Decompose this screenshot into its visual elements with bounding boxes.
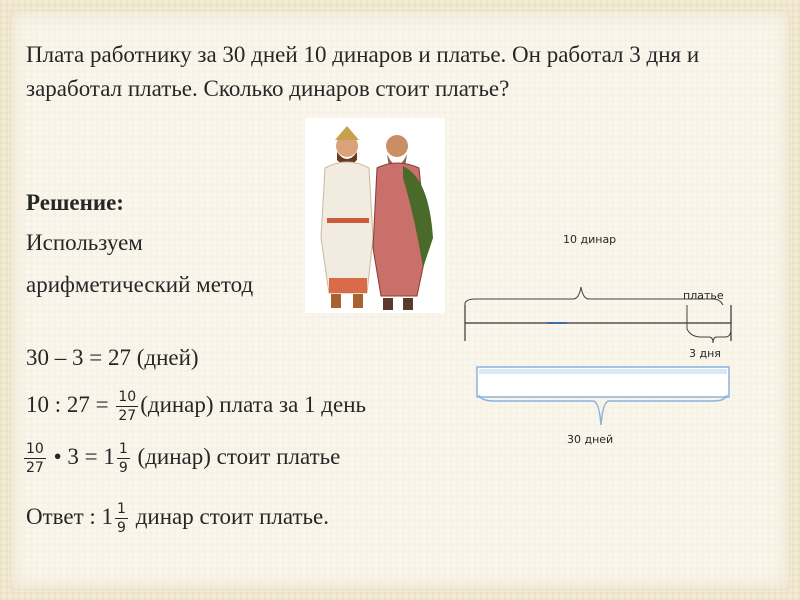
step2-prefix: 10 : 27 = <box>26 391 115 417</box>
brace-3-days <box>687 305 731 343</box>
fraction-10-27: $\frac{10}{27}$ <box>26 441 44 476</box>
step2-suffix: (динар) плата за 1 день <box>140 391 366 417</box>
method-line-1: Используем <box>26 230 143 255</box>
step3-mid: • 3 = 1 <box>47 443 115 469</box>
answer-suffix: динар стоит платье. <box>129 503 329 529</box>
problem-text: Плата работнику за 30 дней 10 динаров и платье. Он работал 3 дня и заработал платье. Сколько динаров стоит платье? <box>26 42 700 101</box>
step-pay-per-day <box>26 388 366 425</box>
answer-line <box>26 500 329 537</box>
step-dress-cost <box>22 440 340 477</box>
workers-illustration <box>305 118 445 313</box>
fraction-1-9: $\frac{1}{9}$ <box>118 441 128 476</box>
label-3-days: 3 дня <box>689 347 721 360</box>
label-10-dinar: 10 динар <box>563 233 617 246</box>
step3-suffix: (динар) стоит платье <box>131 443 341 469</box>
method-line-2: арифметический метод <box>26 272 254 297</box>
step-days: 30 – 3 = 27 (дней) <box>26 345 199 370</box>
answer-prefix: Ответ : 1 <box>26 503 114 529</box>
label-30-days: 30 дней <box>567 433 614 446</box>
fraction-10-27: $\frac{10}{27}$ <box>118 389 137 424</box>
brace-30-days <box>479 395 727 425</box>
solution-heading: Решение: <box>26 190 124 215</box>
segment-diagram <box>455 225 745 455</box>
fraction-1-9: $\frac{1}{9}$ <box>117 501 126 536</box>
label-dress: платье <box>683 289 724 302</box>
